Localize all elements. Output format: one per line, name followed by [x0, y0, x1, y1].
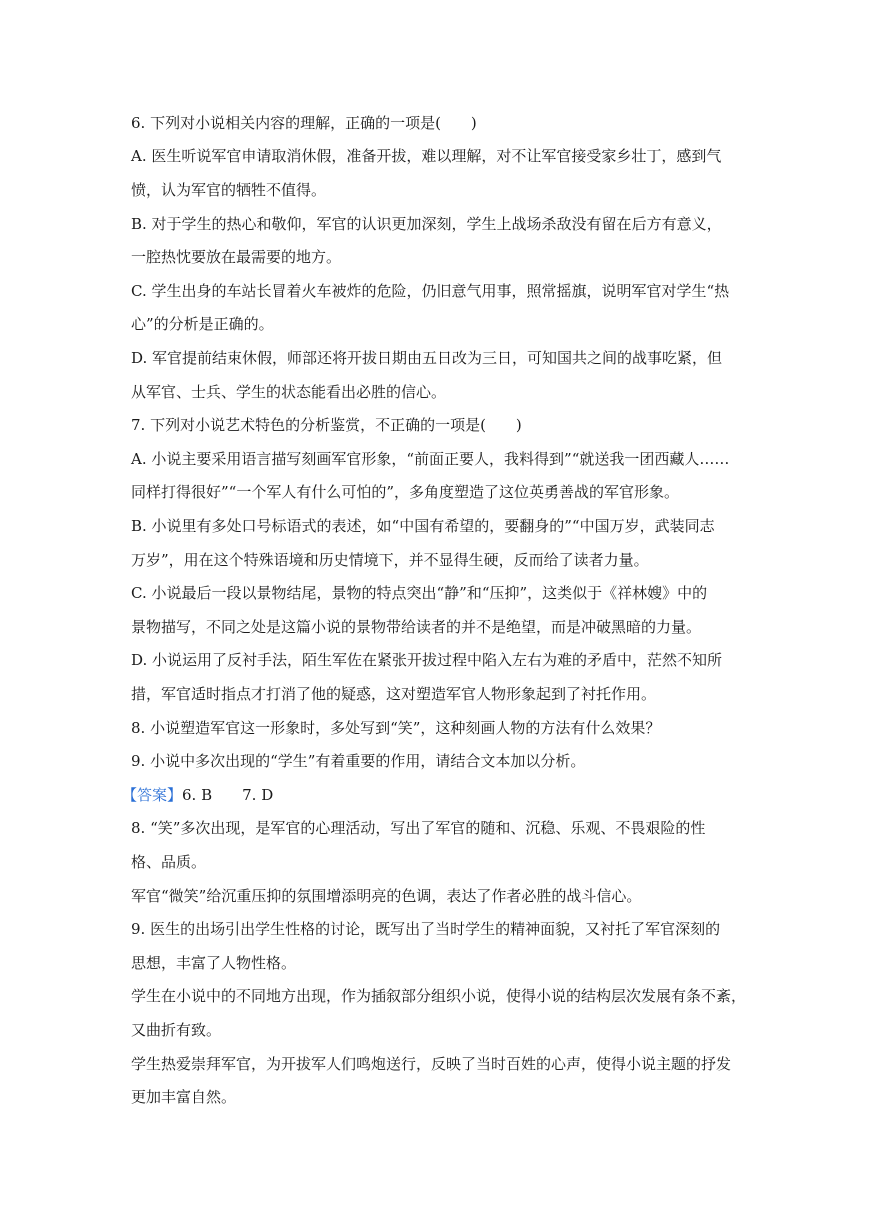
- question-6-option-d: D. 军官提前结束休假，师部还将开拔日期由五日改为三日，可知国共之间的战事吃紧，但: [131, 349, 723, 367]
- question-7-option-c-cont: 景物描写，不同之处是这篇小说的景物带给读者的并不是绝望，而是冲破黑暗的力量。: [131, 618, 702, 636]
- answer-8-line-3: 军官“微笑”给沉重压抑的氛围增添明亮的色调，表达了作者必胜的战斗信心。: [131, 887, 642, 905]
- answer-header: [122, 785, 742, 805]
- answer-choices: 6. B 7. D: [182, 786, 274, 804]
- answer-tag: 【答案】: [122, 786, 183, 804]
- question-6-option-a-cont: 愤，认为军官的牺牲不值得。: [131, 181, 327, 199]
- answer-9-line-1: 9. 医生的出场引出学生性格的讨论，既写出了当时学生的精神面貌，又衬托了军官深刻的: [131, 920, 721, 938]
- question-7-stem: 7. 下列对小说艺术特色的分析鉴赏，不正确的一项是( ): [131, 416, 522, 434]
- question-7-option-b: B. 小说里有多处口号标语式的表述，如“中国有希望的，要翻身的”“中国万岁，武装同志: [131, 517, 715, 535]
- question-7-option-b-cont: 万岁”，用在这个特殊语境和历史情境下，并不显得生硬，反而给了读者力量。: [131, 551, 649, 569]
- question-7-option-d: D. 小说运用了反衬手法，陌生军佐在紧张开拔过程中陷入左右为难的矛盾中，茫然不知所: [131, 651, 723, 669]
- question-8-stem: 8. 小说塑造军官这一形象时，多处写到“笑”，这种刻画人物的方法有什么效果？: [131, 719, 661, 737]
- answer-8-line-1: 8. “笑”多次出现，是军官的心理活动，写出了军官的随和、沉稳、乐观、不畏艰险的性: [131, 819, 706, 837]
- answer-9-line-3: 学生在小说中的不同地方出现，作为插叙部分组织小说，使得小说的结构层次发展有条不紊，: [131, 987, 747, 1005]
- answer-9-line-4: 又曲折有致。: [131, 1021, 222, 1039]
- question-6-option-b: B. 对于学生的热心和敬仰，军官的认识更加深刻，学生上战场杀敌没有留在后方有意义，: [131, 215, 722, 233]
- answer-9-line-2: 思想，丰富了人物性格。: [131, 954, 297, 972]
- answer-8-line-2: 格、品质。: [131, 853, 207, 871]
- answer-9-line-6: 更加丰富自然。: [131, 1088, 237, 1106]
- question-6-option-a: A. 医生听说军官申请取消休假，准备开拔，难以理解，对不让军官接受家乡壮丁，感到气: [131, 147, 722, 165]
- question-6-option-d-cont: 从军官、士兵、学生的状态能看出必胜的信心。: [131, 383, 447, 401]
- answer-9-line-5: 学生热爱崇拜军官，为开拔军人们鸣炮送行，反映了当时百姓的心声，使得小说主题的抒发: [131, 1055, 732, 1073]
- question-6-stem: 6. 下列对小说相关内容的理解，正确的一项是( ): [131, 114, 477, 132]
- question-7-option-a: A. 小说主要采用语言描写刻画军官形象，“前面正要人，我料得到”“就送我一团西藏人……: [131, 450, 730, 468]
- question-6-option-c: C. 学生出身的车站长冒着火车被炸的危险，仍旧意气用事，照常摇旗，说明军官对学生“热: [131, 282, 730, 300]
- question-9-stem: 9. 小说中多次出现的“学生”有着重要的作用，请结合文本加以分析。: [131, 752, 586, 770]
- question-7-option-c: C. 小说最后一段以景物结尾，景物的特点突出“静”和“压抑”，这类似于《祥林嫂》中的: [131, 584, 708, 602]
- question-6-option-c-cont: 心”的分析是正确的。: [131, 315, 274, 333]
- question-6-option-b-cont: 一腔热忱要放在最需要的地方。: [131, 248, 342, 266]
- question-7-option-a-cont: 同样打得很好”“一个军人有什么可怕的”，多角度塑造了这位英勇善战的军官形象。: [131, 483, 680, 501]
- question-7-option-d-cont: 措，军官适时指点才打消了他的疑惑，这对塑造军官人物形象起到了衬托作用。: [131, 685, 657, 703]
